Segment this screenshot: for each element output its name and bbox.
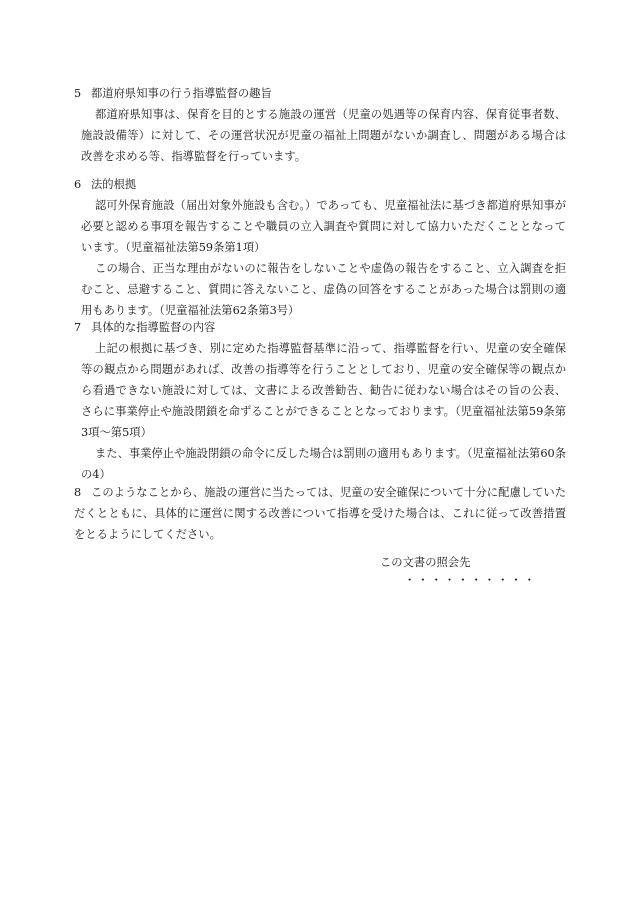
section-6-paragraph-1: 認可外保育施設（届出対象外施設も含む。）であっても、児童福祉法に基づき都道府県知事が必要と認める事項を報告することや職員の立入調査や質問に対して協力いただくこととなっています。（児童福祉法第59条第1項） [81, 199, 566, 254]
section-8-paragraph [74, 482, 566, 545]
section-7 [74, 317, 566, 485]
section-title: 法的根拠 [91, 178, 137, 191]
section-number: 6 [74, 178, 82, 191]
section-7-paragraph-2: また、事業停止や施設閉鎖の命令に反した場合は罰則の適用もあります。（児童福祉法第60条の4） [81, 447, 566, 481]
section-8 [74, 482, 566, 545]
section-6-heading [74, 174, 566, 195]
section-7-paragraph-1: 上記の根拠に基づき、別に定めた指導監督基準に沿って、指導監督を行い、児童の安全確保等の観点から問題があれば、改善の指導等を行うこととしており、児童の安全確保等の観点から看過できない施設に対しては、文書による改善勧告、勧告に従わない場合はその旨の公表、さらに事業停止や施設閉鎖を命ずることができることとなっております。（児童福祉法第59条第3項〜第5項） [81, 342, 566, 439]
section-title: 都道府県知事の行う指導監督の趣旨 [91, 87, 272, 100]
section-6 [74, 174, 566, 321]
section-5 [74, 83, 566, 167]
section-8-body: このようなことから、施設の運営に当たっては、児童の安全確保について十分に配慮していただくとともに、具体的に運営に関する改善について指導を受けた場合は、これに従って改善措置をとるようにしてください。 [74, 486, 566, 541]
contact-label: この文書の照会先 [380, 556, 471, 569]
section-number: 5 [74, 87, 82, 100]
section-6-paragraph-2: この場合、正当な理由がないのに報告をしないことや虚偽の報告をすること、立入調査を拒むこと、忌避すること、質問に答えないこと、虚偽の回答をすることがあった場合は罰則の適用もあります。（児童福祉法第62条第3号） [81, 262, 566, 317]
section-5-heading [74, 83, 566, 104]
contact-placeholder: ・・・・・・・・・・ [404, 574, 537, 587]
section-number: 8 [74, 486, 82, 499]
section-5-paragraph-1: 都道府県知事は、保育を目的とする施設の運営（児童の処遇等の保育内容、保育従事者数、施設設備等）に対して、その運営状況が児童の福祉上問題がないか調査し、問題がある場合は改善を求める等、指導監督を行っています。 [81, 108, 566, 163]
section-number: 7 [74, 321, 82, 334]
section-title: 具体的な指導監督の内容 [91, 321, 216, 334]
section-7-heading [74, 317, 566, 338]
